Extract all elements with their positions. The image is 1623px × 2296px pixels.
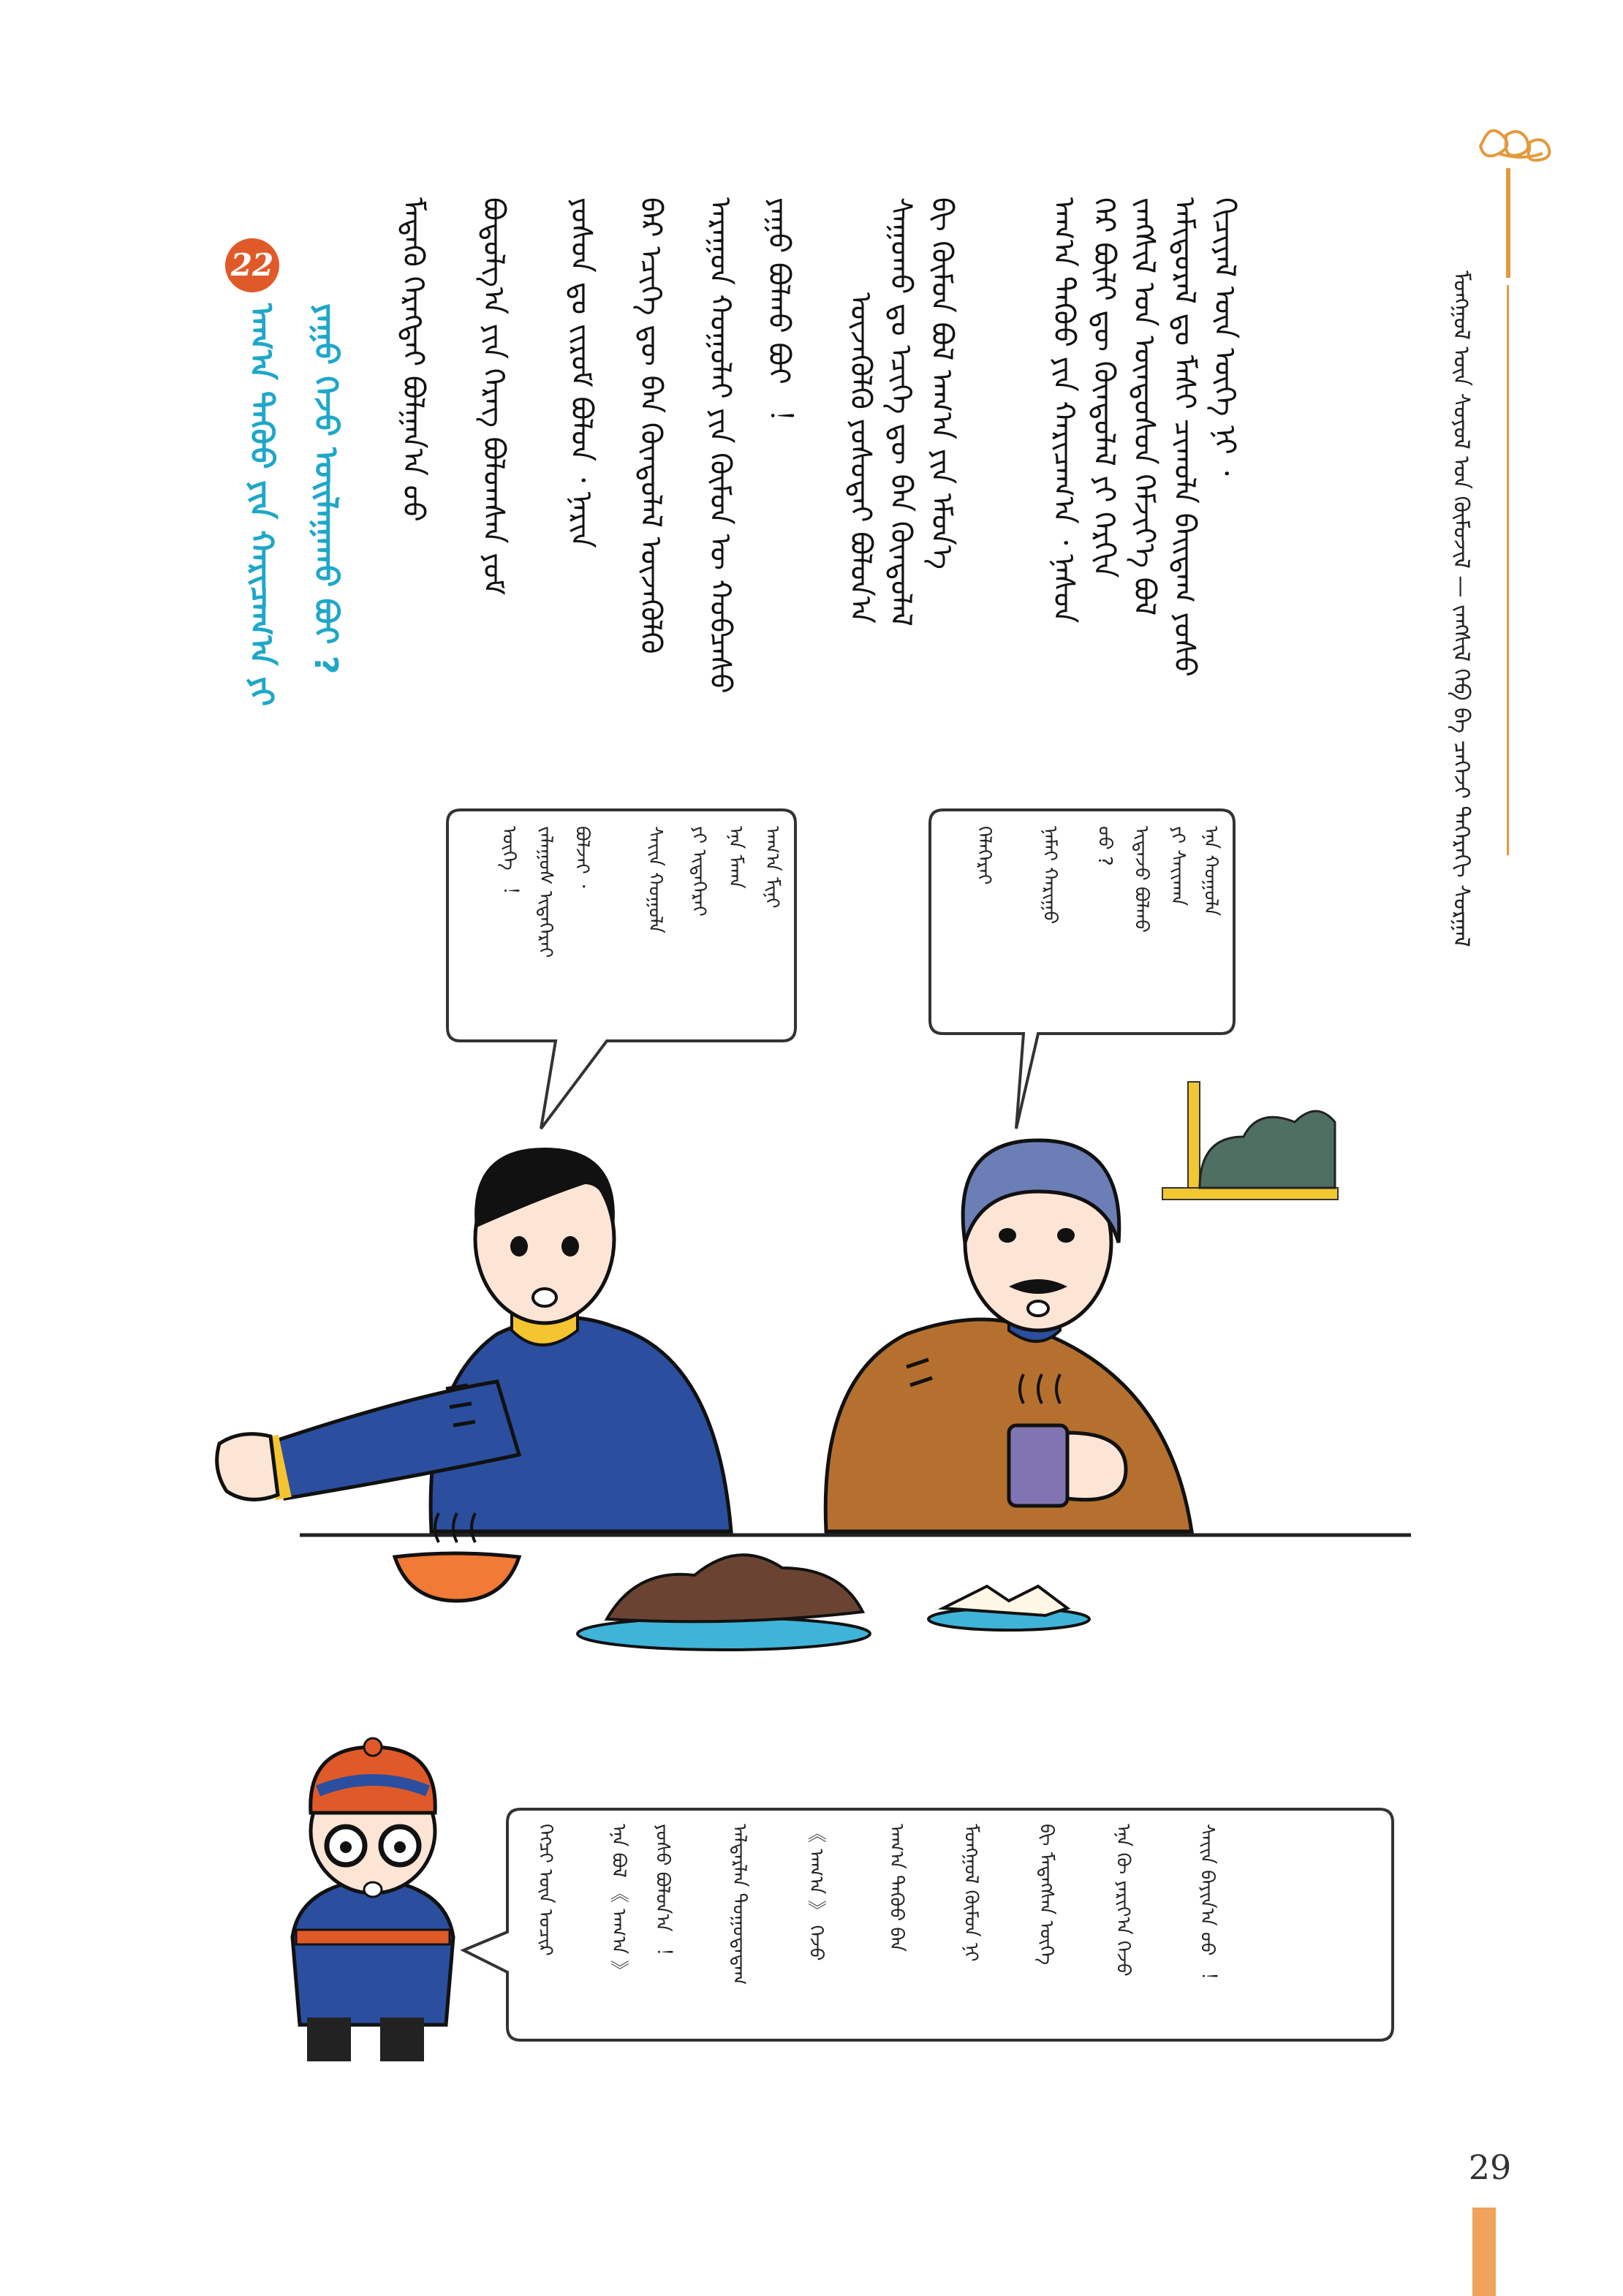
page-number: 29: [1468, 2148, 1512, 2187]
window-illustration: [1162, 1082, 1338, 1200]
body-line: ᠪᠣᠳᠤᠯᠭ᠎ᠠ ᠶᠢᠨ ᠬᠡᠷᠡᠭ ᠪᠣᠯᠤᠭᠰᠠᠨ ᠶᠤᠮ: [477, 197, 510, 596]
bubble-line: ᠵᠠᠯᠠᠭᠤᠰ ᠢᠳᠡᠭᠡᠷᠡᠢ: [534, 826, 556, 958]
body-line: ᠪᠠᠷ ᠡᠴᠢᠭᠡ ᠳᠦ ᠪᠠᠨ ᠬᠦᠨᠳᠦᠯᠡᠯ ᠦᠵᠡᠭᠦᠯᠬᠦ: [634, 197, 667, 654]
body-line: ᠠᠷᠠᠭᠤᠨ ᠬᠤᠭᠤᠯᠠᠢ ᠶᠢᠨ ᠬᠦᠮᠦᠨ ᠦ ᠬᠤᠪᠴᠠᠰᠤ: [703, 197, 737, 694]
bubble-line: ᠡᠨᠡ ᠬᠣᠭᠣᠯᠠ: [1200, 826, 1222, 917]
soup-bowl-icon: [395, 1553, 519, 1601]
bubble-line: ᠭᠡᠭᠴᠢ ᠦᠨ ᠤᠴᠢᠷ: [534, 1824, 556, 1956]
body-line: ᠰᠠᠭᠤᠬᠤ ᠳᠤ ᠡᠴᠢᠭᠡ ᠳᠦ ᠪᠠᠨ ᠬᠦᠨᠳᠦᠯᠡᠯ: [884, 197, 918, 626]
bubble-line: ᠪᠢ ᠮᠡᠳᠡᠭᠰᠡᠨ ᠦᠭᠡ: [1035, 1824, 1057, 1966]
body-line: ᠠᠬ᠎ᠠ ᠳᠡᠭᠦᠦ ᠶᠢᠨ ᠬᠠᠷᠢᠴᠠᠭ᠎ᠠ ᠂ ᠨᠠᠰᠤᠨ: [1047, 197, 1081, 624]
bubble-line: ᠶᠣᠰᠣ ᠪᠣᠯᠤᠨ᠎ᠠ ︕: [651, 1824, 673, 1957]
tea-cup: [1009, 1425, 1067, 1506]
bubble-line: ᠠᠯᠳᠠᠷᠯᠠᠨ ᠳᠤᠭᠤᠳᠠᠳᠠᠭ: [728, 1824, 750, 1985]
bubble-line: 《 ᠠᠬ᠎ᠠ 》 ᠭᠡᠵᠦ: [805, 1824, 827, 1961]
bubble-line: ᠦᠭᠡ ︕: [498, 826, 520, 895]
bubble-line: ᠪᠣᠯᠵᠠᠢ ᠂: [571, 826, 593, 888]
body-line: ᠠᠮᠢᠳᠤᠷᠠᠯ ᠳᠤ ᠮᠠᠰᠢ ᠴᠢᠬᠤᠯᠠ ᠪᠠᠢᠳᠠᠭ ᠶᠤᠰᠤ: [1168, 197, 1201, 677]
body-line: ᠮᠡᠳᠡᠬᠦ ᠬᠡᠷᠡᠭᠲᠡᠢ ᠪᠣᠯᠭᠠᠨ᠎ᠠ ᠤᠤ: [396, 197, 430, 522]
bubble-line: ᠰᠠᠶ᠋ᠢᠨ ᠬᠣᠭᠣᠯᠠ: [644, 826, 666, 933]
bubble-line: ᠮᠣᠩᠭᠣᠯ ᠬᠦᠮᠦᠨ ᠨᠢ: [960, 1824, 982, 1962]
bubble-line: ᠡᠨᠡ ᠬᠦ ᠶᠠᠷᠢᠶ᠎ᠠ ᠬᠡᠵᠦ: [1112, 1824, 1134, 1977]
body-line: ᠭᠡᠷ ᠪᠦᠯᠢ ᠳᠦ ᠬᠦᠨᠳᠦᠯᠡᠯ ᠶᠢ ᠬᠡᠷᠬᠢᠨ: [1087, 197, 1121, 578]
younger-man: [217, 1148, 731, 1531]
bubble-line: ᠶᠢ ᠢᠳᠡᠭᠡᠷᠡᠢ: [688, 826, 710, 917]
bubble-line: ᠢᠳᠡᠵᠦ ᠪᠣᠯᠬᠤ: [1130, 826, 1152, 933]
bubble-line: ᠤᠤ ?: [1094, 826, 1116, 866]
body-line: ᠬᠢᠴᠢᠶᠡᠯ ᠦᠨ ᠦᠭᠡ ᠨᠢ ᠂: [1208, 197, 1241, 476]
bubble-line: ᠶᠢ ᠰᠠᠶ᠋ᠢᠬᠠᠨ: [1167, 826, 1189, 906]
running-title: ᠮᠣᠩᠭᠣᠯ ᠦᠨ ᠰᠤᠶᠤᠯ ᠤᠨ ᠬᠦᠮᠦᠵᠢᠯ — ᠵᠠᠩᠰᠢᠯ ᠬᠡᠪ ᠪᠠ ᠴᠡᠭᠡᠵᠢ ᠳᠡᠭᠡᠷᠡᠬᠢ ᠰᠤᠷᠭᠠᠯ: [1448, 270, 1474, 947]
bubble-line: ᠰᠠᠶ᠋ᠢᠨ ᠪᠠᠶᠢᠨ᠎ᠠ ᠤᠤ ︕: [1196, 1824, 1218, 1981]
child-speech-bubble: [464, 1809, 1393, 2040]
body-line: ᠶᠤᠰᠤᠨ ᠳᠤ ᠵᠢᠷᠤᠮ ᠪᠣᠯᠤᠨ ᠂ ᠨᠠᠷᠢᠨ: [564, 197, 598, 548]
body-line: ᠵᠠᠩᠰᠢᠯ ᠤᠨ ᠦᠨᠳᠦᠰᠦᠨ ᠬᠡᠮᠵᠢᠶ᠎ᠡ ᠪᠣᠯ: [1127, 197, 1161, 616]
child-character: [292, 1738, 453, 2061]
elder-man: [825, 1140, 1192, 1531]
bubble-line: ᠠᠬ᠎ᠠ ᠮᠢᠨᠢ: [761, 826, 783, 909]
page-edge-tab: [1472, 2208, 1496, 2296]
question-line: ᠶᠠᠭᠤ ᠭᠡᠵᠦ ᠤᠢᠯᠠᠭᠠᠬᠤ ᠪᠤᠢ ?: [307, 303, 344, 675]
body-line: ᠶᠠᠭᠤ ᠪᠣᠯᠬᠤ ᠪᠤᠢ ︕: [762, 197, 795, 423]
question-line: ᠠᠬ᠎ᠠ ᠳᠡᠭᠦᠦ ᠶᠢᠨ ᠬᠠᠷᠢᠴᠠᠭ᠎ᠠ ᠶᠢ: [243, 303, 280, 707]
bubble-line: ᠬᠡᠯᠡᠭᠡᠷᠡᠢ: [973, 826, 995, 885]
question-number-badge: 22: [225, 238, 279, 292]
body-line: ᠪᠢ ᠬᠦᠮᠦᠨ ᠪᠣᠯ ᠠᠬ᠎ᠠ ᠶᠢᠨ ᠡᠮᠦᠨ᠎ᠡ: [925, 197, 958, 569]
bubble-line: ᠡᠨᠡ ᠪᠣᠯ 《 ᠠᠬ᠎ᠠ 》: [608, 1824, 629, 1979]
bubble-line: ᠨᠠᠮᠠᠢ ᠬᠠᠷᠢᠭᠤ: [1039, 826, 1061, 925]
body-line: ᠦᠵᠡᠭᠦᠯᠬᠦ ᠶᠣᠰᠣᠲᠠᠢ ᠪᠣᠯᠤᠨ᠎ᠠ: [844, 292, 877, 624]
bubble-line: ᠡᠨᠡ ᠮᠠᠬᠠ: [725, 826, 746, 889]
bubble-line: ᠠᠬ᠎ᠠ ᠳᠡᠭᠦᠦ ᠪᠡᠨ: [885, 1824, 907, 1952]
